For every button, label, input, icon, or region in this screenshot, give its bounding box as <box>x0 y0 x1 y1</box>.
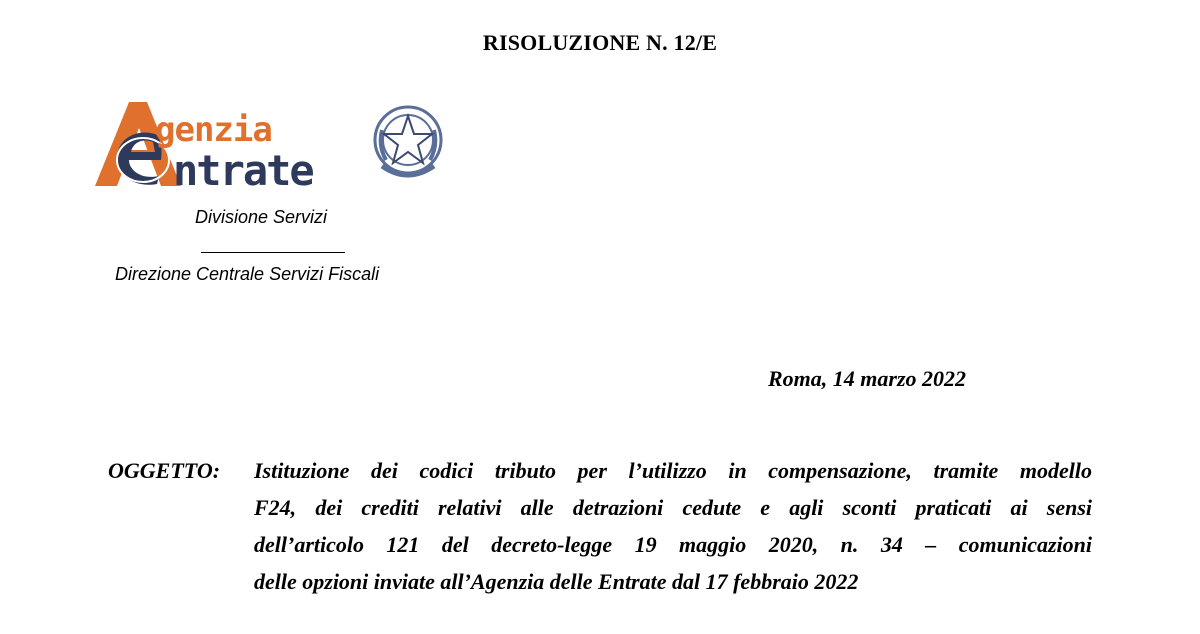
document-date: Roma, 14 marzo 2022 <box>768 366 967 391</box>
issuer-directorate: Direzione Centrale Servizi Fiscali <box>115 264 380 284</box>
italian-republic-emblem-icon <box>372 100 444 186</box>
issuer-separator <box>201 252 345 253</box>
subject-line: F24, dei crediti relativi alle detrazioni cedute e agli sconti praticati ai sensi <box>254 495 1092 520</box>
subject-line: Istituzione dei codici tributo per l’utilizzo in compensazione, tramite modello <box>254 458 1092 483</box>
logo-text-agenzia: genzia <box>155 110 272 150</box>
subject-line: dell’articolo 121 del decreto-legge 19 maggio 2020, n. 34 – comunicazioni <box>254 532 1092 557</box>
subject-label: OGGETTO: <box>108 458 221 483</box>
subject-text <box>254 458 1092 606</box>
document-title: RISOLUZIONE N. 12/E <box>482 30 718 55</box>
subject-line: delle opzioni inviate all’Agenzia delle Entrate dal 17 febbraio 2022 <box>254 569 859 594</box>
logo-text-entrate: ntrate <box>173 146 313 195</box>
issuer-division: Divisione Servizi <box>195 207 328 227</box>
